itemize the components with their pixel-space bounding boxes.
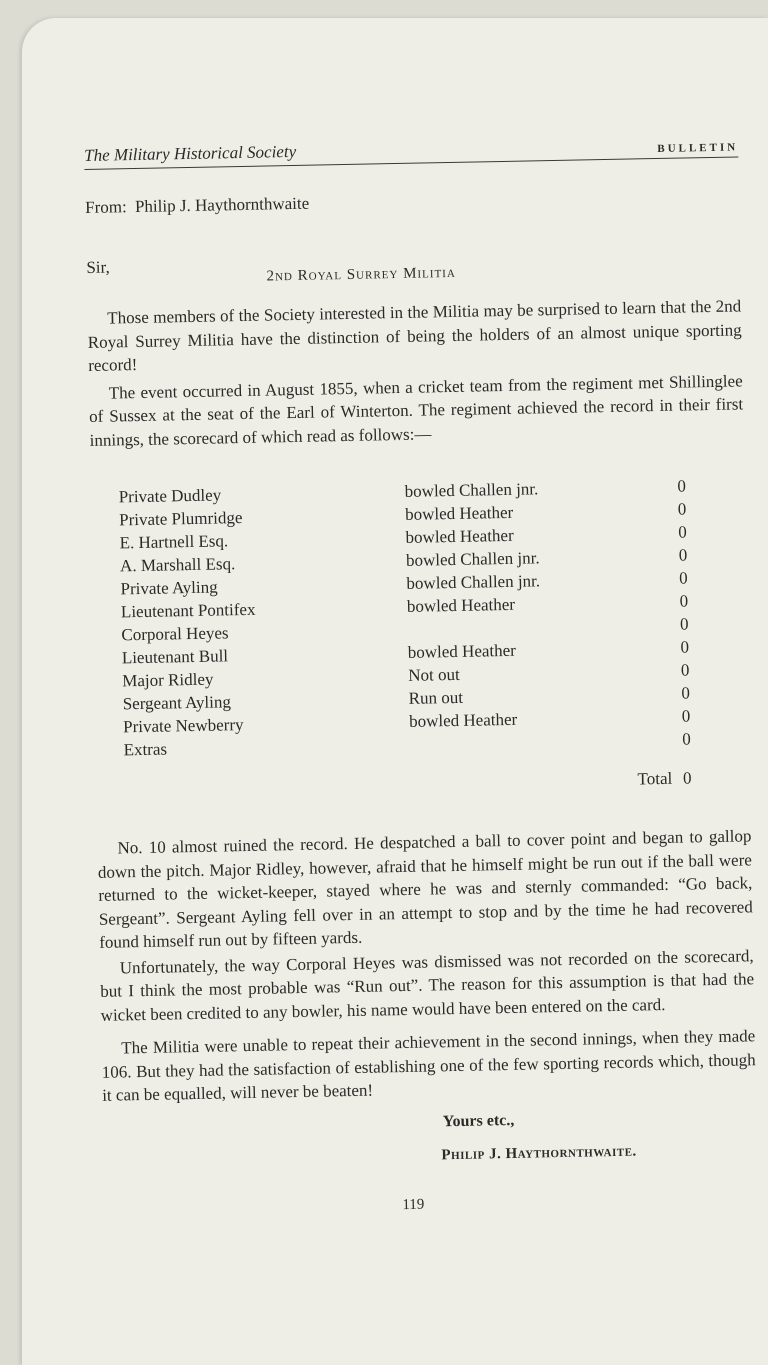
total-label: Total xyxy=(637,768,673,789)
batsman-name: Private Plumridge xyxy=(119,508,243,530)
runs-score: 0 xyxy=(680,637,690,657)
from-line xyxy=(85,185,739,218)
batsman-name: A. Marshall Esq. xyxy=(119,554,236,576)
salutation: Sir, xyxy=(86,257,110,277)
page-number: 119 xyxy=(402,1196,425,1213)
dismissal: Not out xyxy=(408,664,460,685)
batsman-name: Sergeant Ayling xyxy=(122,692,232,714)
batsman-name: Private Ayling xyxy=(120,577,218,599)
page-content xyxy=(84,133,758,1219)
book-page xyxy=(22,18,768,1365)
paragraph-event: The event occurred in August 1855, when a cricket team from the regiment met Shillinglee of Sussex at the seat of the Earl of Winterton. The regiment achieved the record in their first innings, the scorecard of which read as follows:— xyxy=(89,370,744,450)
paragraph-intro: Those members of the Society interested in the Militia may be surprised to learn that the 2nd Royal Surrey Militia have the distinction of being the holders of an almost unique sporting record! xyxy=(87,296,742,375)
runs-score: 0 xyxy=(681,706,691,726)
batsman-name: Lieutenant Pontifex xyxy=(120,599,256,622)
paragraph-second-innings: The Militia were unable to repeat their achievement in the second innings, when they made 106. But they had the satisfaction of establishing one of the few sporting records which, though it can be equalled, will never be beaten! xyxy=(101,1026,756,1105)
dismissal: bowled Heather xyxy=(405,525,514,547)
batsman-name: Extras xyxy=(123,739,168,760)
letter-heading: 2nd Royal Surrey Militia xyxy=(266,264,456,285)
runs-score: 0 xyxy=(679,591,689,611)
batsman-name: Lieutenant Bull xyxy=(121,646,229,668)
batsman-name: Major Ridley xyxy=(122,669,214,691)
bulletin-label: BULLETIN xyxy=(657,141,739,155)
paragraph-no10: No. 10 almost ruined the record. He despatched a ball to cover point and began to gallop down the pitch. Major Ridley, however, afraid that he himself might be run out if the ball were returned to the wicket-keeper, stayed where he was and sternly commanded: “Go back, Sergeant”. Sergeant Ayling fell over in an attempt to stop and by the time he had recovered found himself run out by fifteen yards. xyxy=(97,826,753,952)
dismissal: bowled Challen jnr. xyxy=(404,479,539,501)
running-header xyxy=(84,133,738,170)
from-label: From: xyxy=(84,197,127,217)
batsman-name: Private Dudley xyxy=(118,485,222,507)
batsman-name: Corporal Heyes xyxy=(121,623,229,645)
runs-score: 0 xyxy=(678,568,688,588)
runs-score: 0 xyxy=(681,683,691,703)
runs-score: 0 xyxy=(678,522,687,542)
paragraph-heyes: Unfortunately, the way Corporal Heyes was dismissed was not recorded on the scorecard, but I think the most probable was “Run out”. The reason for this assumption is that had the wicket been credited to any bowler, his name would have been entered on the card. xyxy=(100,945,755,1025)
dismissal: bowled Heather xyxy=(406,594,516,616)
signoff: Yours etc., xyxy=(442,1111,515,1130)
runs-score: 0 xyxy=(679,614,689,634)
runs-score: 0 xyxy=(677,476,687,496)
dismissal: Run out xyxy=(408,687,464,708)
dismissal: bowled Heather xyxy=(404,502,514,524)
dismissal: bowled Challen jnr. xyxy=(406,571,541,593)
dismissal: bowled Challen jnr. xyxy=(405,548,540,570)
scorecard-body xyxy=(119,474,702,761)
from-name: Philip J. Haythornthwaite xyxy=(134,193,310,217)
batsman-name: Private Newberry xyxy=(122,715,244,737)
runs-score: 0 xyxy=(682,729,691,749)
runs-score: 0 xyxy=(677,499,687,519)
batsman-name: E. Hartnell Esq. xyxy=(119,531,229,553)
runs-score: 0 xyxy=(678,545,688,565)
dismissal: bowled Heather xyxy=(407,640,517,662)
signature: Philip J. Haythornthwaite. xyxy=(441,1143,637,1163)
society-title: The Military Historical Society xyxy=(84,141,297,165)
dismissal: bowled Heather xyxy=(408,709,518,731)
total-value: 0 xyxy=(682,768,692,788)
scorecard-table xyxy=(119,474,703,800)
runs-score: 0 xyxy=(680,660,690,680)
